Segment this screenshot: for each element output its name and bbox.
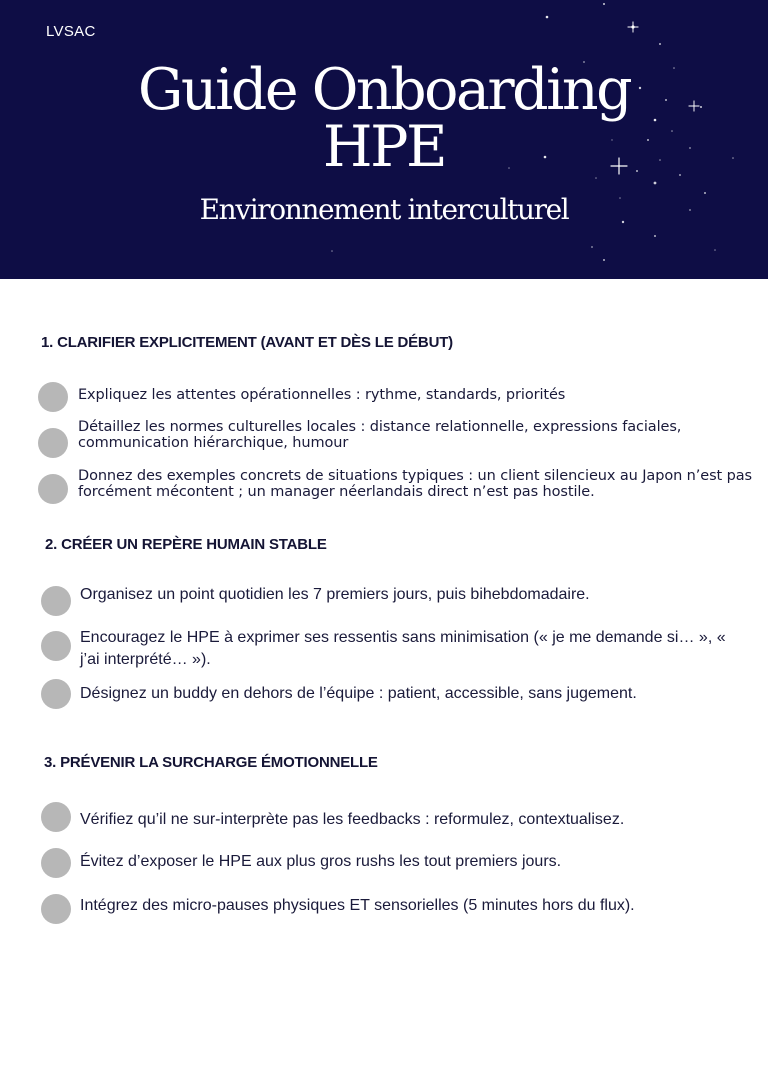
bullet-icon: [38, 428, 68, 458]
title-line-1: Guide Onboarding: [137, 57, 631, 123]
list-item-text: Détaillez les normes culturelles locales : distance relationnelle, expressions faciales, communication hiérarchique, humour: [78, 419, 682, 451]
page-subtitle: Environnement interculturel: [199, 193, 569, 226]
list-item-text: Vérifiez qu’il ne sur-interprète pas les feedbacks : reformulez, contextualisez.: [80, 811, 625, 828]
section-title: 2. CRÉER UN REPÈRE HUMAIN STABLE: [45, 536, 327, 553]
bullet-icon: [41, 679, 71, 709]
bullet-icon: [41, 894, 71, 924]
list-item-text: Désignez un buddy en dehors de l’équipe : patient, accessible, sans jugement.: [80, 685, 637, 702]
section-title: 1. CLARIFIER EXPLICITEMENT (AVANT ET DÈS LE DÉBUT): [41, 334, 453, 351]
bullet-icon: [41, 848, 71, 878]
bullet-icon: [38, 382, 68, 412]
brand-label: LVSAC: [46, 23, 96, 40]
bullet-icon: [41, 586, 71, 616]
page-title: [0, 57, 768, 180]
bullet-icon: [38, 474, 68, 504]
bullet-icon: [41, 802, 71, 832]
list-item-text: Expliquez les attentes opérationnelles : rythme, standards, priorités: [78, 387, 566, 403]
list-item-text: Intégrez des micro-pauses physiques ET sensorielles (5 minutes hors du flux).: [80, 897, 635, 914]
list-item-text: Évitez d’exposer le HPE aux plus gros rushs les tout premiers jours.: [80, 853, 562, 870]
section-title: 3. PRÉVENIR LA SURCHARGE ÉMOTIONNELLE: [44, 754, 378, 771]
list-item-text: Organisez un point quotidien les 7 premiers jours, puis bihebdomadaire.: [80, 586, 590, 603]
bullet-icon: [41, 631, 71, 661]
title-line-2: HPE: [322, 114, 446, 180]
list-item-text: Encouragez le HPE à exprimer ses ressentis sans minimisation (« je me demande si… », « j’ai interprété… »).: [80, 629, 726, 668]
list-item-text: Donnez des exemples concrets de situations typiques : un client silencieux au Japon n’est pas forcément mécontent ; un manager néerlandais direct n’est pas hostile.: [78, 468, 752, 500]
header-banner: [0, 0, 768, 279]
